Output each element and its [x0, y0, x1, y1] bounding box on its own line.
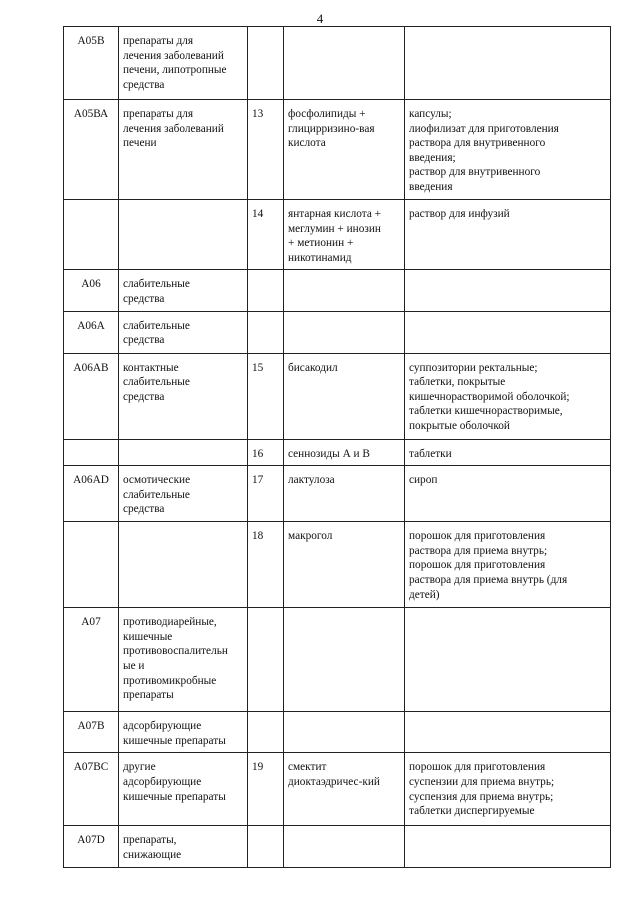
atc-code [64, 200, 119, 270]
table-row [64, 712, 611, 753]
table-row [64, 200, 611, 270]
active-substance [284, 712, 405, 753]
atc-code: А05ВА [64, 100, 119, 200]
row-number [248, 27, 284, 100]
table-row [64, 270, 611, 311]
dosage-forms: сироп [405, 466, 611, 522]
dosage-forms [405, 270, 611, 311]
dosage-forms: суппозитории ректальные; таблетки, покрытые кишечнорастворимой оболочкой; таблетки кишечнорастворимые, покрытые оболочкой [405, 353, 611, 439]
dosage-forms: порошок для приготовления суспензии для приема внутрь; суспензия для приема внутрь; таблетки диспергируемые [405, 753, 611, 826]
table-row [64, 100, 611, 200]
atc-code: А07D [64, 826, 119, 867]
atc-code: А06 [64, 270, 119, 311]
active-substance [284, 311, 405, 353]
dosage-forms [405, 27, 611, 100]
row-number: 13 [248, 100, 284, 200]
active-substance [284, 608, 405, 712]
pharmacological-group: адсорбирующие кишечные препараты [119, 712, 248, 753]
atc-code: А07В [64, 712, 119, 753]
pharmacological-group: другие адсорбирующие кишечные препараты [119, 753, 248, 826]
dosage-forms [405, 826, 611, 867]
table-row [64, 466, 611, 522]
pharmacological-group: осмотические слабительные средства [119, 466, 248, 522]
table-row [64, 522, 611, 608]
dosage-forms [405, 608, 611, 712]
row-number: 17 [248, 466, 284, 522]
dosage-forms: раствор для инфузий [405, 200, 611, 270]
atc-code: А06А [64, 311, 119, 353]
atc-code: А07ВС [64, 753, 119, 826]
active-substance: сеннозиды А и В [284, 439, 405, 466]
table-row [64, 608, 611, 712]
active-substance: смектит диоктаэдричес-кий [284, 753, 405, 826]
pharmacological-group: препараты, снижающие [119, 826, 248, 867]
active-substance: бисакодил [284, 353, 405, 439]
pharmacological-group: препараты для лечения заболеваний печени [119, 100, 248, 200]
pharmacological-group: слабительные средства [119, 311, 248, 353]
atc-code: А06AD [64, 466, 119, 522]
dosage-forms: порошок для приготовления раствора для приема внутрь; порошок для приготовления раствора для приема внутрь (для детей) [405, 522, 611, 608]
atc-code: А07 [64, 608, 119, 712]
atc-code [64, 439, 119, 466]
drug-table [63, 26, 611, 868]
active-substance [284, 27, 405, 100]
row-number [248, 826, 284, 867]
pharmacological-group [119, 439, 248, 466]
active-substance [284, 826, 405, 867]
pharmacological-group: слабительные средства [119, 270, 248, 311]
row-number [248, 712, 284, 753]
row-number: 19 [248, 753, 284, 826]
dosage-forms [405, 311, 611, 353]
table-row [64, 311, 611, 353]
active-substance: фосфолипиды + глицирризино-вая кислота [284, 100, 405, 200]
table-row [64, 439, 611, 466]
active-substance: лактулоза [284, 466, 405, 522]
active-substance [284, 270, 405, 311]
dosage-forms [405, 712, 611, 753]
row-number [248, 270, 284, 311]
active-substance: макрогол [284, 522, 405, 608]
dosage-forms: таблетки [405, 439, 611, 466]
pharmacological-group [119, 200, 248, 270]
atc-code: А06АВ [64, 353, 119, 439]
active-substance: янтарная кислота + меглумин + инозин + метионин + никотинамид [284, 200, 405, 270]
row-number: 15 [248, 353, 284, 439]
row-number [248, 608, 284, 712]
atc-code [64, 522, 119, 608]
page-number: 4 [316, 11, 324, 26]
row-number [248, 311, 284, 353]
row-number: 16 [248, 439, 284, 466]
row-number: 14 [248, 200, 284, 270]
table-row [64, 826, 611, 867]
pharmacological-group: препараты для лечения заболеваний печени, липотропные средства [119, 27, 248, 100]
table-row [64, 753, 611, 826]
pharmacological-group [119, 522, 248, 608]
pharmacological-group: контактные слабительные средства [119, 353, 248, 439]
atc-code: А05В [64, 27, 119, 100]
row-number: 18 [248, 522, 284, 608]
table-row [64, 353, 611, 439]
pharmacological-group: противодиарейные, кишечные противовоспалительн ые и противомикробные препараты [119, 608, 248, 712]
table-row [64, 27, 611, 100]
dosage-forms: капсулы; лиофилизат для приготовления раствора для внутривенного введения; раствор для внутривенного введения [405, 100, 611, 200]
